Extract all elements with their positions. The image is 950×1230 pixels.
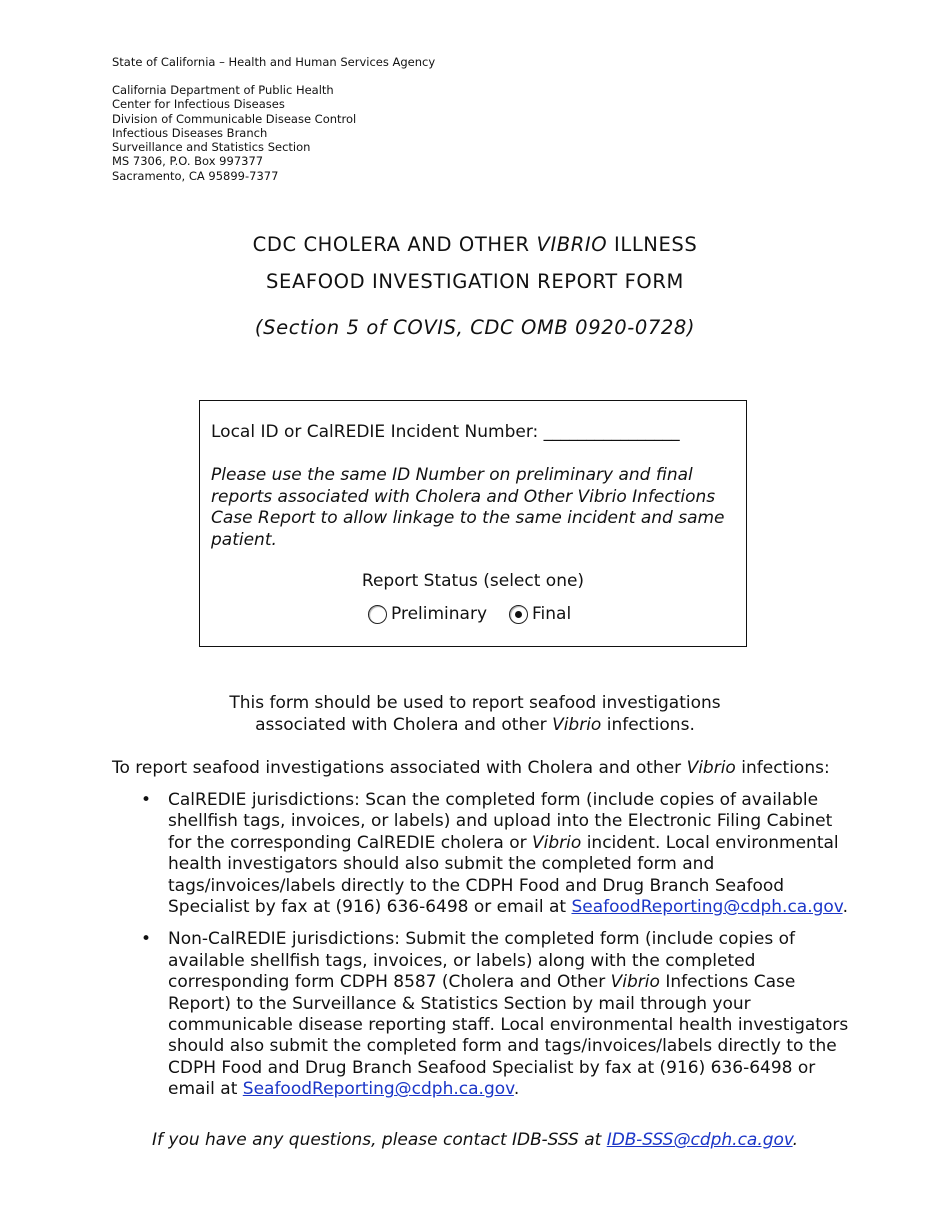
status-option-final[interactable] bbox=[509, 604, 571, 624]
incident-number-field[interactable]: Local ID or CalREDIE Incident Number: ________________ bbox=[211, 422, 680, 442]
bullet-icon: • bbox=[141, 790, 152, 810]
instruction-list bbox=[112, 790, 852, 1112]
list-item-calredie: • CalREDIE jurisdictions: Scan the completed form (include copies of available shellfish tags, invoices, or labels) and upload into the Electronic Filing Cabinet for the corresponding CalREDIE cholera or Vibrio incident. Local environmental health investigators should also submit the completed form and tags/invoices/labels directly to the CDPH Food and Drug Branch Seafood Specialist by fax at (916) 636-6498 or email at SeafoodReporting@cdph.ca.gov. bbox=[141, 790, 848, 918]
form-subtitle: (Section 5 of COVIS, CDC OMB 0920-0728) bbox=[254, 316, 696, 339]
report-status-group bbox=[368, 604, 571, 624]
address-line: Center for Infectious Diseases bbox=[112, 97, 285, 112]
radio-selected-dot bbox=[515, 611, 522, 618]
address-line: Infectious Diseases Branch bbox=[112, 125, 268, 140]
department-address bbox=[112, 83, 356, 183]
address-line: Surveillance and Statistics Section bbox=[112, 140, 311, 155]
agency-name: State of California – Health and Human Services Agency bbox=[112, 55, 436, 69]
address-line: MS 7306, P.O. Box 997377 bbox=[112, 154, 264, 169]
status-option-preliminary[interactable] bbox=[368, 604, 487, 624]
preliminary-label: Preliminary bbox=[391, 604, 487, 624]
preliminary-radio[interactable] bbox=[368, 605, 387, 624]
id-instruction-note: Please use the same ID Number on preliminary and final reports associated with Cholera and Other Vibrio Infections Case Report to allow linkage to the same incident and same patient. bbox=[211, 465, 725, 550]
seafood-email-link[interactable]: SeafoodReporting@cdph.ca.gov bbox=[571, 897, 843, 918]
incident-id-box bbox=[199, 400, 747, 647]
final-label: Final bbox=[532, 604, 572, 624]
address-line: Division of Communicable Disease Control bbox=[112, 111, 357, 126]
list-item-non-calredie: • Non-CalREDIE jurisdictions: Submit the completed form (include copies of available shellfish tags, invoices, or labels) along with the completed corresponding form CDPH 8587 (Cholera and Other Vibrio Infections Case Report) to the Surveillance & Statistics Section by mail through your communicable disease reporting staff. Local environmental health investigators should also submit the completed form and tags/invoices/labels directly to the CDPH Food and Drug Branch Seafood Specialist by fax at (916) 636-6498 or email at SeafoodReporting@cdph.ca.gov. bbox=[141, 929, 849, 1100]
bullet-icon: • bbox=[141, 929, 152, 950]
instructions-intro: To report seafood investigations associated with Cholera and other Vibrio infections: bbox=[112, 758, 830, 778]
form-title-line-1: CDC CHOLERA AND OTHER VIBRIO ILLNESS bbox=[252, 233, 698, 256]
seafood-email-link[interactable]: SeafoodReporting@cdph.ca.gov bbox=[242, 1079, 514, 1100]
final-radio[interactable] bbox=[509, 605, 528, 624]
report-status-heading: Report Status (select one) bbox=[361, 571, 585, 591]
form-usage-note: This form should be used to report seafood investigations associated with Cholera and other Vibrio infections. bbox=[229, 693, 721, 735]
address-line: Sacramento, CA 95899-7377 bbox=[112, 168, 279, 183]
address-line: California Department of Public Health bbox=[112, 83, 334, 97]
contact-line: If you have any questions, please contact IDB-SSS at IDB-SSS@cdph.ca.gov. bbox=[151, 1130, 799, 1150]
form-title-line-2: SEAFOOD INVESTIGATION REPORT FORM bbox=[266, 270, 684, 293]
contact-email-link[interactable]: IDB-SSS@cdph.ca.gov bbox=[606, 1130, 793, 1150]
